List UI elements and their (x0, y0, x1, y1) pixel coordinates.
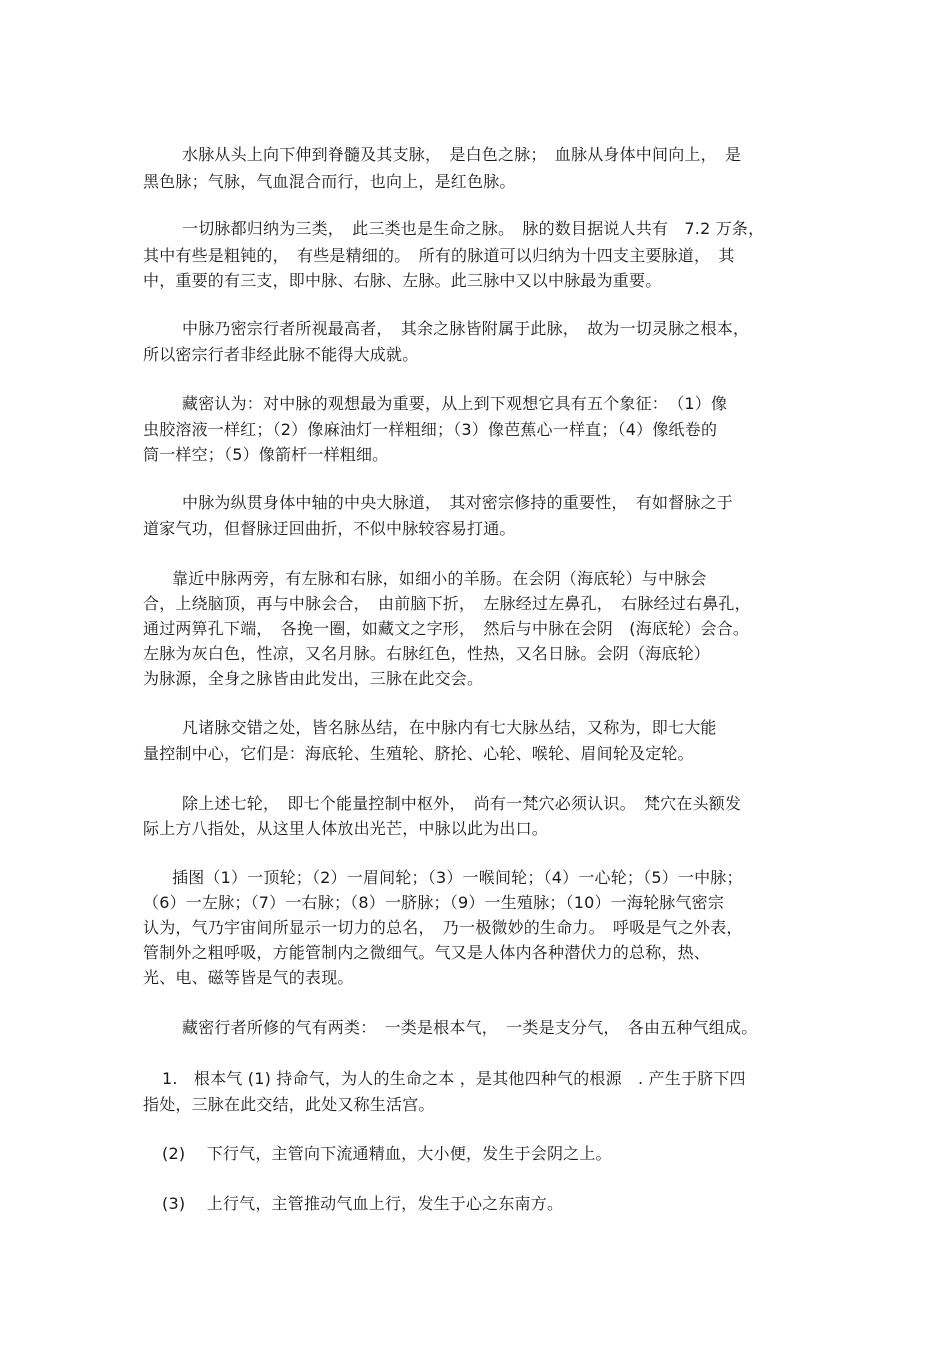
text-line: (3) 上行气，主管推动气血上行，发生于心之东南方。 (162, 1194, 564, 1213)
text-line: 际上方八指处，从这里人体放出光芒，中脉以此为出口。 (143, 819, 549, 838)
text-line: 通过两箅孔下端， 各挽一圈，如藏文之字形， 然后与中脉在会阴 (海底轮）会合。 (143, 619, 750, 638)
text-line: 虫胶溶液一样红；（2）像麻油灯一样粗细；（3）像芭蕉心一样直；（4）像纸卷的 (143, 420, 718, 439)
text-line: 藏密行者所修的气有两类： 一类是根本气， 一类是支分气， 各由五种气组成。 (182, 1018, 758, 1037)
text-line: 所以密宗行者非经此脉不能得大成就。 (143, 345, 419, 364)
text-line: 认为，气乃宇宙间所显示一切力的总名， 乃一极微妙的生命力。 呼吸是气之外表， (143, 918, 743, 937)
text-line: 中，重要的有三支，即中脉、右脉、左脉。此三脉中又以中脉最为重要。 (143, 271, 662, 290)
text-line: 水脉从头上向下伸到脊髓及其支脉， 是白色之脉； 血脉从身体中间向上， 是 (182, 145, 742, 164)
text-line: 合，上绕脑顶，再与中脉会合， 由前脑下折， 左脉经过左鼻孔， 右脉经过右鼻孔， (143, 594, 751, 613)
text-line: （6）一左脉；（7）一右脉；（8）一脐脉；（9）一生殖脉；（10）一海轮脉气密宗 (143, 893, 725, 912)
text-line: 1. 根本气 (1) 持命气，为人的生命之本 ，是其他四种气的根源 . 产生于脐下四 (162, 1069, 746, 1088)
text-line: 除上述七轮， 即七个能量控制中枢外， 尚有一梵穴必须认识。 梵穴在头额发 (182, 794, 742, 813)
text-line: 筒一样空；（5）像箭杆一样粗细。 (143, 445, 389, 464)
text-line: 藏密认为：对中脉的观想最为重要，从上到下观想它具有五个象征： （1）像 (182, 394, 728, 413)
text-line: 靠近中脉两旁，有左脉和右脉，如细小的羊肠。在会阴（海底轮）与中脉会 (172, 569, 707, 588)
text-line: 指处，三脉在此交结，此处又称生活宫。 (143, 1095, 435, 1114)
text-line: 其中有些是粗钝的， 有些是精细的。 所有的脉道可以归纳为十四支主要脉道， 其 (143, 246, 735, 265)
text-line: 中脉乃密宗行者所视最高者， 其余之脉皆附属于此脉， 故为一切灵脉之根本， (182, 319, 750, 338)
text-line: 黑色脉；气脉，气血混合而行，也向上，是红色脉。 (143, 172, 516, 191)
text-line: 左脉为灰白色，性凉，又名月脉。右脉红色，性热，又名日脉。会阴（海底轮） (143, 644, 711, 663)
text-line: 量控制中心，它们是：海底轮、生殖轮、脐抡、心轮、喉轮、眉间轮及定轮。 (143, 744, 694, 763)
text-line: 管制外之粗呼吸，方能管制内之微细气。气又是人体内各种潜伏力的总称，热、 (143, 943, 711, 962)
text-line: 为脉源，全身之脉皆由此发出，三脉在此交会。 (143, 669, 484, 688)
text-line: 插图（1）一顶轮；（2）一眉间轮；（3）一喉间轮；（4）一心轮；（5）一中脉； (172, 868, 743, 887)
text-line: 一切脉都归纳为三类， 此三类也是生命之脉。 脉的数目据说人共有 7.2 万条， (182, 219, 765, 238)
text-line: 中脉为纵贯身体中轴的中央大脉道， 其对密宗修持的重要性， 有如督脉之于 (182, 493, 734, 512)
text-line: (2) 下行气，主管向下流通精血，大小便，发生于会阴之上。 (162, 1144, 612, 1163)
text-line: 道家气功，但督脉迂回曲折，不似中脉较容易打通。 (143, 519, 516, 538)
text-line: 光、电、磁等皆是气的表现。 (143, 968, 354, 987)
text-line: 凡诸脉交错之处，皆名脉丛结，在中脉内有七大脉丛结，又称为，即七大能 (182, 718, 717, 737)
